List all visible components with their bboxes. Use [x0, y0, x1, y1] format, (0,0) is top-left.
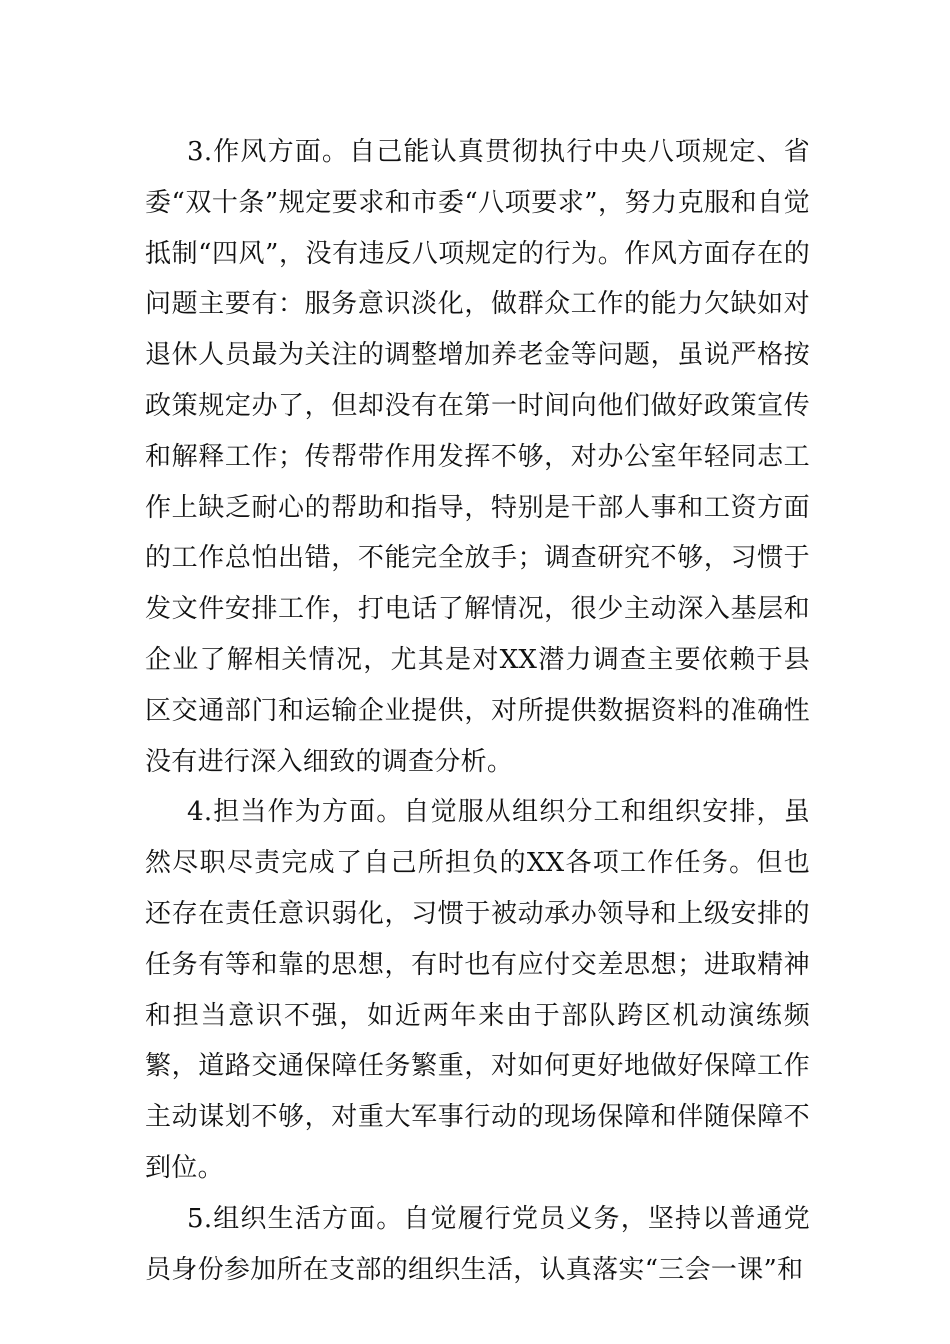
document-body	[145, 127, 810, 1295]
paragraph-work-style: 3.作风方面。自己能认真贯彻执行中央八项规定、省委“双十条”规定要求和市委“八项要求”，努力克服和自觉抵制“四风”，没有违反八项规定的行为。作风方面存在的问题主要有：服务意识淡化，做群众工作的能力欠缺如对退休人员最为关注的调整增加养老金等问题，虽说严格按政策规定办了，但却没有在第一时间向他们做好政策宣传和解释工作；传帮带作用发挥不够，对办公室年轻同志工作上缺乏耐心的帮助和指导，特别是干部人事和工资方面的工作总怕出错，不能完全放手；调查研究不够，习惯于发文件安排工作，打电话了解情况，很少主动深入基层和企业了解相关情况，尤其是对XX潜力调查主要依赖于县区交通部门和运输企业提供，对所提供数据资料的准确性没有进行深入细致的调查分析。	[145, 137, 810, 777]
paragraph-organizational-life: 5.组织生活方面。自觉履行党员义务，坚持以普通党员身份参加所在支部的组织生活，认真落实“三会一课”和	[145, 1203, 810, 1285]
paragraph-responsibility: 4.担当作为方面。自觉服从组织分工和组织安排，虽然尽职尽责完成了自己所担负的XX各项工作任务。但也还存在责任意识弱化，习惯于被动承办领导和上级安排的任务有等和靠的思想，有时也有应付交差思想；进取精神和担当意识不强，如近两年来由于部队跨区机动演练频繁，道路交通保障任务繁重，对如何更好地做好保障工作主动谋划不够，对重大军事行动的现场保障和伴随保障不到位。	[145, 797, 810, 1183]
